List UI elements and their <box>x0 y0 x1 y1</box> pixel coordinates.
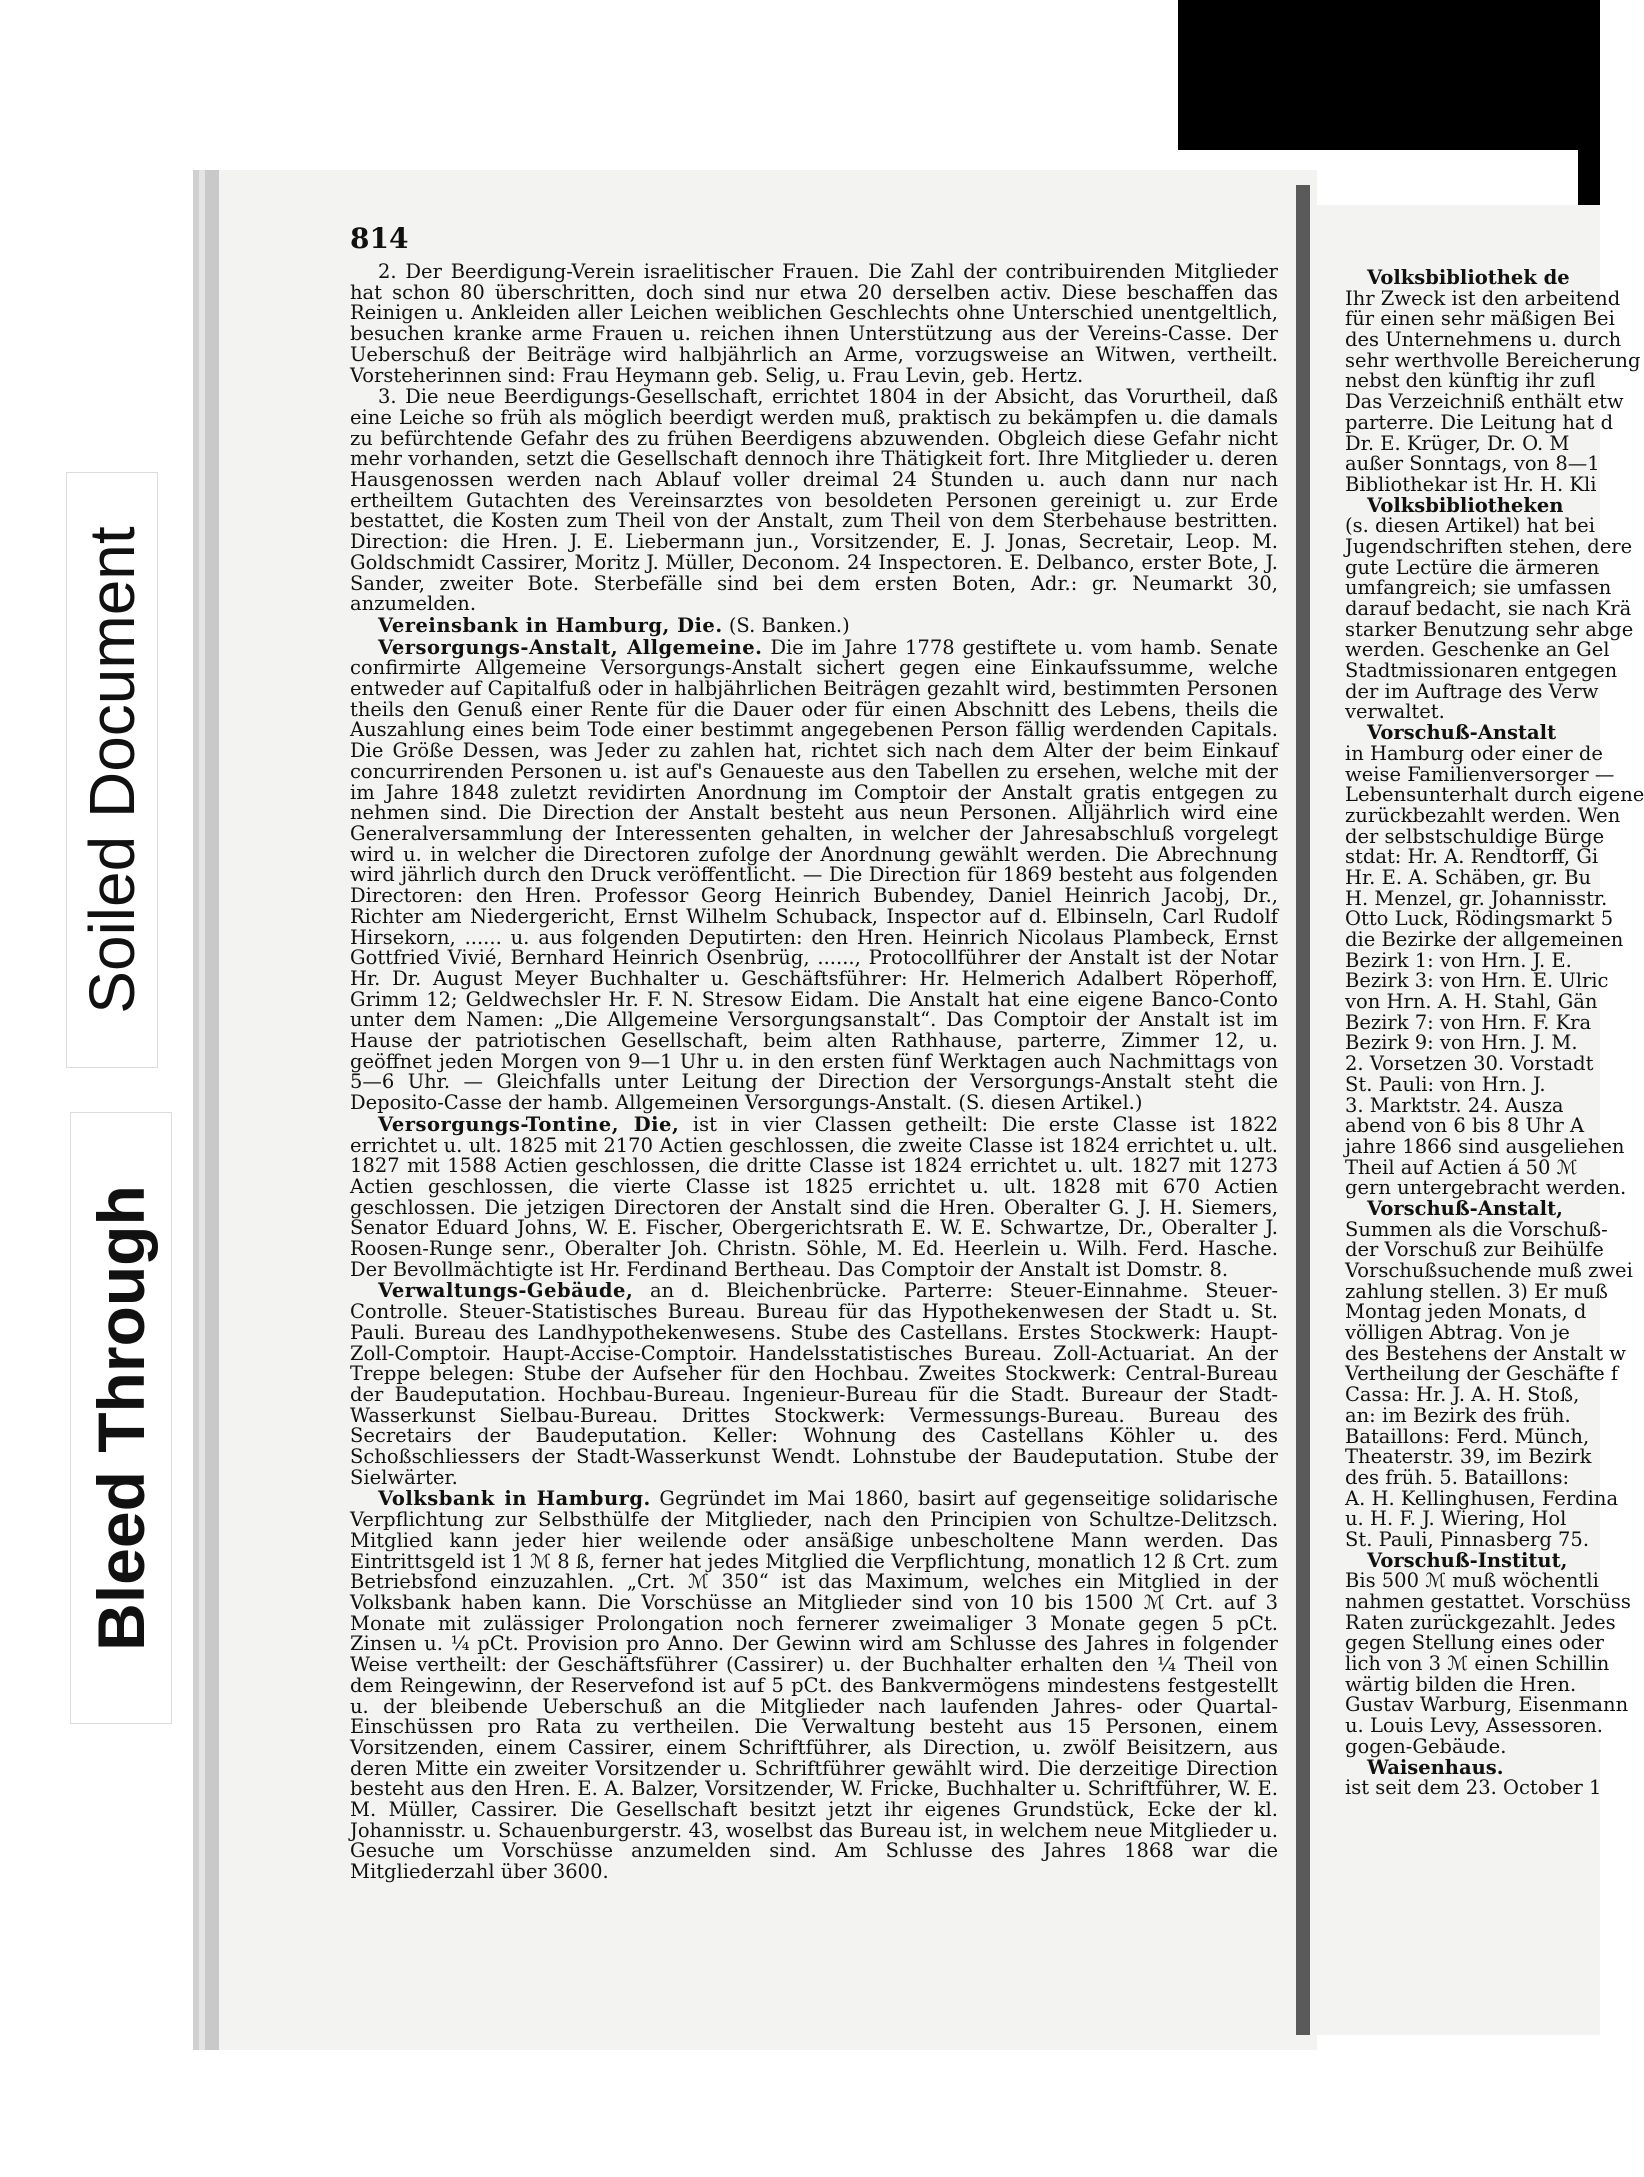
right-text-line: Dr. E. Krüger, Dr. O. M <box>1345 431 1570 455</box>
right-text-line: des Bestehens der Anstalt w <box>1345 1341 1626 1365</box>
right-text-line: zahlung stellen. 3) Er muß <box>1345 1279 1608 1303</box>
right-column-text <box>1345 266 1644 2028</box>
right-text-line: wärtig bilden die Hren. <box>1345 1672 1577 1696</box>
entry-paragraph <box>350 635 1279 1115</box>
entry-text: Die im Jahre 1778 gestiftete u. vom hamb. Senate confirmirte Allgemeine Versorgungs-Anstalt sichert gegen eine Einkaufssumme, welche entweder auf Capitalfuß oder in halbjährlichen Beiträgen gezahlt wird, bestimmten Personen theils den Genuß einer Rente für die Dauer oder für einen Abschnitt des Lebens, theils die Auszahlung eines beim Tode einer bestimmt angegebenen Person fällig werdenden Capitals. Die Größe Dessen, was Jeder zu zahlen hat, richtet sich nach dem Alter der beim Einkauf concurrirenden Personen u. ist auf's Genaueste aus den Tabellen zu ersehen, welche mit der im Jahre 1848 zuletzt revidirten Anordnung im Comptoir der Anstalt gratis entgegen zu nehmen sind. Die Direction der Anstalt besteht aus neun Personen. Alljährlich wird eine Generalversammlung der Interessenten gehalten, in welcher der Jahresabschluß vorgelegt wird u. in welcher die Directoren zufolge der Anordnung gewählt werden. Die Abrechnung wird jährlich durch den Druck veröffentlicht. — Die Direction für 1869 besteht aus folgenden Directoren: den Hren. Professor Georg Heinrich Bubendey, Daniel Heinrich Jacobj, Dr., Richter am Niedergericht, Ernst Wilhelm Schuback, Inspector auf d. Elbinseln, Carl Rudolf Hirsekorn, ...... u. aus folgenden Deputirten: den Hren. Heinrich Nicolaus Plambeck, Ernst Gottfried Vivié, Bernhard Heinrich Osenbrüg, ......, Protocollführer der Anstalt ist der Notar Hr. Dr. August Meyer Buchhalter u. Geschäftsführer: Hr. Helmerich Adalbert Röperhoff, Grimm 12; Geldwechsler Hr. F. N. Stresow Eidam. Die Anstalt hat eine eigene Banco-Conto unter dem Namen: „Die Allgemeine Versorgungsanstalt“. Das Comptoir der Anstalt ist im Hause der patriotischen Gesellschaft, beim alten Rathhause, parterre, Zimmer 12, u. geöffnet jeden Morgen von 9—1 Uhr u. in den ersten fünf Werktagen auch Nachmittags von 5—6 Uhr. — Gleichfalls unter Leitung der Direction der Versorgungs-Anstalt steht die Deposito-Casse der hamb. Allgemeinen Versorgungs-Anstalt. (S. diesen Artikel.) <box>350 635 1279 1115</box>
right-text-line: des früh. 5. Bataillons: <box>1345 1465 1570 1489</box>
right-text-line: die Bezirke der allgemeinen <box>1345 928 1624 951</box>
entry-text: an d. Bleichenbrücke. Parterre: Steuer-Einnahme. Steuer-Controlle. Steuer-Statistisches Bureau. Bureau für das Hypothekenwesen der Stadt u. St. Pauli. Bureau des Landhypothekenwesens. Stube des Castellans. Erstes Stockwerk: Haupt-Zoll-Comptoir. Haupt-Accise-Comptoir. Handelsstatistisches Bureau. Zoll-Actuariat. An der Treppe belegen: Stube der Aufseher für den Hochbau. Zweites Stockwerk: Central-Bureau der Baudeputation. Hochbau-Bureau. Ingenieur-Bureau für die Stadt. Bureaur der Stadt-Wasserkunst Sielbau-Bureau. Drittes Stockwerk: Vermessungs-Bureau. Bureau des Secretairs der Baudeputation. Keller: Wohnung des Castellans Köhler u. des Schoßschliessers der Stadt-Wasserkunst Wendt. Lohnstube der Baudeputation. Stube der Sielwärter. <box>350 1279 1278 1489</box>
entry-paragraph <box>350 262 1278 386</box>
bleed-through-label <box>70 1112 172 1724</box>
soiled-document-label <box>66 472 158 1068</box>
entry-heading: Versorgungs-Tontine, Die, <box>378 1112 680 1136</box>
entry-text: ist in vier Classen getheilt: Die erste Classe ist 1822 errichtet u. ult. 1825 mit 2170 Actien geschlossen, die zweite Classe ist 1824 errichtet u. ult. 1827 mit 1588 Actien geschlossen, die dritte Classe ist 1824 errichtet u. ult. 1827 mit 1273 Actien geschlossen, die vierte Classe ist 1825 errichtet u. ult. 1828 mit 670 Actien geschlossen. Die jetzigen Directoren der Anstalt sind die Hren. Oberalter G. J. H. Siemers, Senator Eduard Johns, W. E. Fischer, Obergerichtsrath E. W. E. Schwartze, Dr., Oberalter J. Roosen-Runge senr., Oberalter Joh. Christn. Söhle, M. Ed. Heerlein u. Wilh. Ferd. Hasche. Der Bevollmächtigte ist Hr. Ferdinand Bertheau. Das Comptoir der Anstalt ist Domstr. 8. <box>350 1112 1278 1281</box>
right-text-line: zurückbezahlt werden. Wen <box>1345 803 1621 827</box>
right-text-line: 3. Marktstr. 24. Ausza <box>1345 1093 1564 1117</box>
right-text-line: gern untergebracht werden. <box>1345 1176 1627 1200</box>
bleed-through-text: Bleed Through <box>84 1185 158 1651</box>
right-text-line: St. Pauli, Pinnasberg 75. <box>1345 1527 1590 1551</box>
page-number: 814 <box>350 222 409 255</box>
right-text-line: Hr. E. A. Schäben, gr. Bu <box>1345 865 1592 889</box>
right-text-line: der selbstschuldige Bürge <box>1345 824 1605 848</box>
right-text-line: Das Verzeichniß enthält etw <box>1345 390 1624 414</box>
right-text-line: stdat: Hr. A. Rendtorff, Gi <box>1345 845 1599 869</box>
right-text-line: Theaterstr. 39, im Bezirk <box>1345 1445 1592 1469</box>
right-text-line: darauf bedacht, sie nach Krä <box>1345 597 1632 620</box>
right-text-line: Bezirk 1: von Hrn. J. E. <box>1345 948 1572 972</box>
right-text-line: abend von 6 bis 8 Uhr A <box>1345 1114 1585 1138</box>
right-text-line: umfangreich; sie umfassen <box>1345 576 1612 600</box>
right-text-line: nahmen gestattet. Vorschüss <box>1345 1590 1631 1613</box>
right-text-line: 2. Vorsetzen 30. Vorstadt <box>1345 1052 1594 1076</box>
right-text-line: Bezirk 9: von Hrn. J. M. <box>1345 1031 1578 1055</box>
right-text-line: Bibliothekar ist Hr. H. Kli <box>1345 472 1597 496</box>
right-text-line: lich von 3 ℳ einen Schillin <box>1345 1652 1610 1676</box>
right-text-line: Gustav Warburg, Eisenmann <box>1345 1693 1629 1717</box>
entry-paragraph <box>350 1112 1278 1281</box>
right-text-line: Bis 500 ℳ muß wöchentli <box>1345 1569 1599 1593</box>
right-text-line: jahre 1866 sind ausgeliehen <box>1345 1134 1625 1158</box>
right-text-line: des Unternehmens u. durch <box>1345 328 1622 352</box>
entry-text: (S. Banken.) <box>728 613 850 637</box>
right-text-line: u. H. F. J. Wiering, Hol <box>1345 1507 1567 1531</box>
right-text-line: verwaltet. <box>1345 700 1445 724</box>
entry-text: Gegründet im Mai 1860, basirt auf gegenseitige solidarische Verpflichtung zur Selbsthülfe der Mitglieder, nach den Principien von Schultze-Delitzsch. Mitglied kann jeder hier weilende oder ansäßige unbescholtene Mann werden. Das Eintrittsgeld ist 1 ℳ 8 ß, ferner hat jedes Mitglied die Verpflichtung, monatlich 12 ß Crt. zum Betriebsfond einzuzahlen. „Crt. ℳ 350“ ist das Maximum, welches ein Mitglied in der Volksbank haben kann. Die Vorschüsse an Mitglieder sind von 10 bis 1500 ℳ Crt. auf 3 Monate mit zulässiger Prolongation noch fernerer zweimaliger 3 Monate gegen 5 pCt. Zinsen u. ¼ pCt. Provision pro Anno. Der Gewinn wird am Schlusse des Jahres in folgender Weise vertheilt: der Geschäftsführer (Cassirer) u. der Buchhalter erhalten den ¼ Theil von dem Reingewinn, der Reservefond ist auf 5 pCt. des Bankvermögens mindestens festgestellt u. der bleibende Ueberschuß an die Mitglieder nach laufenden Jahres- oder Quartal-Einschüssen pro Rata zu vertheilen. Die Verwaltung besteht aus 15 Personen, einem Vorsitzenden, einem Cassirer, einem Schriftführer, als Direction, u. zwölf Beisitzern, aus deren Mitte ein zweiter Vorsitzender u. Schriftführer gewählt wird. Die derzeitige Direction besteht aus den Hren. E. A. Balzer, Vorsitzender, W. Fricke, Buchhalter u. Schriftführer, W. E. M. Müller, Cassirer. Die Gesellschaft besitzt jetzt ihr eigenes Grundstück, Ecke der kl. Johannisstr. u. Schauenburgerstr. 43, woselbst das Bureau ist, in welchem neue Mitglieder u. Gesuche um Vorschüsse anzumelden sind. Am Schlusse des Jahres 1868 war die Mitgliederzahl über 3600. <box>350 1487 1278 1884</box>
right-text-line: der Vorschuß zur Beihülfe <box>1345 1238 1604 1262</box>
entry-paragraph <box>350 613 1278 637</box>
right-text-line: gegen Stellung eines oder <box>1345 1631 1604 1655</box>
right-text-line: Stadtmissionaren entgegen <box>1345 659 1618 683</box>
right-entry-heading: Vorschuß-Anstalt, <box>1367 1196 1563 1220</box>
right-entry-heading: Vorschuß-Institut, <box>1367 1548 1568 1572</box>
right-text-line: nebst den künftig ihr zufl <box>1345 369 1596 393</box>
right-text-line: parterre. Die Leitung hat d <box>1345 410 1614 434</box>
entry-heading: Verwaltungs-Gebäude, <box>378 1279 634 1303</box>
right-text-line: Vertheilung der Geschäfte f <box>1345 1362 1619 1386</box>
right-entry-heading: Vorschuß-Anstalt <box>1367 721 1557 745</box>
scan-border <box>1178 0 1600 150</box>
right-text-line: (s. diesen Artikel) hat bei <box>1345 514 1595 538</box>
right-text-line: Jugendschriften stehen, dere <box>1345 534 1633 558</box>
right-text-line: völligen Abtrag. Von je <box>1345 1321 1570 1345</box>
right-text-line: in Hamburg oder einer de <box>1345 741 1603 765</box>
right-text-line: gogen-Gebäude. <box>1345 1734 1507 1758</box>
book-gutter <box>1296 185 1310 2035</box>
right-text-line: H. Menzel, gr. Johannisstr. <box>1345 886 1608 910</box>
right-text-line: von Hrn. A. H. Stahl, Gän <box>1345 990 1598 1014</box>
right-text-line: außer Sonntags, von 8—1 <box>1345 452 1600 476</box>
right-text-line: der im Auftrage des Verw <box>1345 679 1599 703</box>
entry-paragraph <box>350 1489 1278 1882</box>
right-text-line: Summen als die Vorschuß- <box>1345 1217 1608 1241</box>
right-text-line: sehr werthvolle Bereicherung <box>1345 348 1641 372</box>
right-text-line: Lebensunterhalt durch eigene <box>1345 783 1644 807</box>
right-text-line: Ihr Zweck ist den arbeitend <box>1345 286 1621 310</box>
entry-heading: Volksbank in Hamburg. <box>378 1487 651 1511</box>
right-text-line: A. H. Kellinghusen, Ferdina <box>1345 1486 1619 1510</box>
entry-text: 3. Die neue Beerdigungs-Gesellschaft, errichtet 1804 in der Absicht, das Vorurtheil, daß eine Leiche so früh als möglich beerdigt werden muß, praktisch zu bekämpfen u. die damals zu befürchtende Gefahr des zu frühen Beerdigens abzuwenden. Obgleich diese Gefahr nicht mehr vorhanden, setzt die Gesellschaft dennoch ihre Thätigkeit fort. Ihre Mitglieder u. deren Hausgenossen werden nach Ablauf voller dreimal 24 Stunden u. auch dann nur nach ertheiltem Gutachten des Vereinsarztes von besoldeten Personen gereinigt u. zur Erde bestattet, die Kosten zum Theil von der Anstalt, zum Theil von dem Sterbehause bestritten. Direction: die Hren. J. E. Liebermann jun., Vorsitzender, E. J. Jonas, Secretair, Leop. M. Goldschmidt Cassirer, Moritz J. Müller, Deconom. 24 Inspectoren. E. Delbanco, erster Bote, J. Sander, zweiter Bote. Sterbefälle sind bei dem ersten Boten, Adr.: gr. Neumarkt 30, anzumelden. <box>350 385 1278 616</box>
entry-text: 2. Der Beerdigung-Verein israelitischer Frauen. Die Zahl der contribuirenden Mitglieder hat schon 80 überschritten, doch sind nur etwa 20 derselben activ. Diese beschaffen das Reinigen u. Ankleiden aller Leichen weiblichen Geschlechts ohne Unterschied unentgeltlich, besuchen kranke arme Frauen u. reichen ihnen Unterstützung aus der Vereins-Casse. Der Ueberschuß der Beiträge wird halbjährlich an Arme, vorzugsweise an Witwen, vertheilt. Vorsteherinnen sind: Frau Heymann geb. Selig, u. Frau Levin, geb. Hertz. <box>350 260 1278 387</box>
right-text-line: starker Benutzung sehr abge <box>1345 617 1634 641</box>
right-text-line: Raten zurückgezahlt. Jedes <box>1345 1610 1616 1634</box>
right-text-line: werden. Geschenke an Gel <box>1345 638 1610 662</box>
right-text-line: Bezirk 3: von Hrn. E. Ulric <box>1345 969 1609 993</box>
right-text-line: an: im Bezirk des früh. <box>1345 1403 1571 1427</box>
right-text-line: Cassa: Hr. J. A. H. Stoß, <box>1345 1383 1580 1407</box>
right-text-line: St. Pauli: von Hrn. J. <box>1345 1072 1546 1096</box>
right-text-line: für einen sehr mäßigen Bei <box>1345 307 1615 331</box>
right-text-line: gute Lectüre die ärmeren <box>1345 555 1600 579</box>
right-text-line: ist seit dem 23. October 1 <box>1345 1776 1602 1800</box>
right-text-line: Bataillons: Ferd. Münch, <box>1345 1424 1590 1448</box>
left-column-text <box>350 262 1278 2022</box>
right-text-line: Montag jeden Monats, d <box>1345 1300 1587 1324</box>
entry-heading: Vereinsbank in Hamburg, Die. <box>378 613 723 637</box>
right-text-line: Theil auf Actien á 50 ℳ <box>1345 1155 1578 1179</box>
right-text-line: Bezirk 7: von Hrn. F. Kra <box>1345 1010 1592 1034</box>
right-text-line: u. Louis Levy, Assessoren. <box>1345 1714 1603 1738</box>
entry-paragraph <box>350 1281 1278 1488</box>
right-text-line: Otto Luck, Rödingsmarkt 5 <box>1345 907 1614 931</box>
right-entry-heading: Waisenhaus. <box>1367 1755 1504 1779</box>
right-entry-heading: Volksbibliothek de <box>1367 266 1570 289</box>
right-text-line: weise Familienversorger — <box>1345 762 1615 786</box>
soiled-document-text: Soiled Document <box>76 526 148 1014</box>
right-text-line: Vorschußsuchende muß zwei <box>1345 1259 1633 1282</box>
entry-heading: Versorgungs-Anstalt, Allgemeine. <box>378 635 763 659</box>
entry-paragraph <box>350 387 1278 615</box>
right-entry-heading: Volksbibliotheken <box>1367 493 1564 517</box>
